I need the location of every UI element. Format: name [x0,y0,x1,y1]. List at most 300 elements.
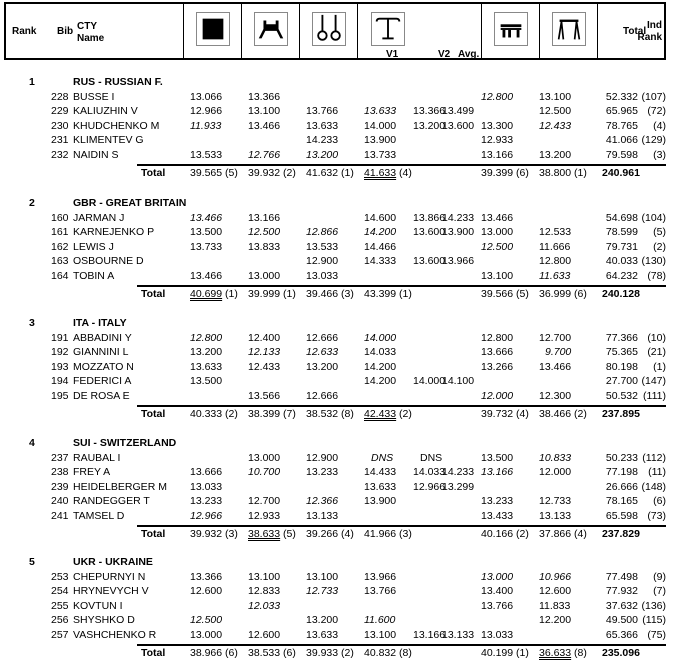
rank-column-header: Rank [12,26,37,37]
score-ph: 13.366 [248,90,281,103]
team-rank: 5 [29,556,35,568]
athlete-row [0,148,680,162]
team-score-vt: 43.399 [364,287,397,300]
score-avg: 13.966 [442,255,475,268]
score-ph: 13.166 [248,211,281,224]
team-score-hb: 36.999 [539,287,572,300]
athlete-row [0,389,680,403]
floor-column-header [183,4,241,58]
athlete-row [0,509,680,523]
athlete-name: JARMAN J [73,211,125,224]
athlete-bib: 257 [51,629,69,641]
score-fx: 13.000 [190,629,223,641]
score-vt: 14.600 [364,211,397,224]
total-label: Total [141,646,166,659]
athlete-total: 65.366 [605,629,638,641]
team-rank-vt: (4) [399,166,412,179]
score-hb: 9.700 [545,346,572,359]
athlete-total: 77.366 [605,331,638,344]
score-v2: 12.966 [413,480,446,493]
athlete-ind-rank: (111) [643,390,666,402]
athlete-ind-rank: (21) [647,346,666,359]
athlete-total: 40.033 [605,255,638,268]
athlete-name: TAMSEL D [73,510,125,522]
score-avg: 13.900 [442,226,475,239]
team-score-fx: 40.699 [190,287,223,300]
score-fx: 13.366 [190,570,223,583]
score-vt: 14.433 [364,466,397,479]
score-avg: 14.233 [442,211,475,224]
score-pb: 12.500 [481,240,514,253]
athlete-ind-rank: (107) [641,90,666,103]
score-ph: 12.133 [248,346,281,359]
score-fx: 13.500 [190,226,223,239]
score-ph: 13.833 [248,240,281,253]
team-score-vt: 42.433 [364,407,397,420]
team-rank-fx: (1) [225,287,238,300]
score-sr: 13.200 [306,614,339,627]
total-label: Total [141,166,166,179]
score-fx: 11.933 [190,119,222,132]
team-grand-total: 240.128 [602,287,640,300]
athlete-row [0,211,680,225]
score-vt: 14.200 [364,375,397,388]
score-pb: 13.000 [481,570,514,583]
score-fx: 13.633 [190,360,223,373]
total-label: Total [141,407,166,420]
score-pb: 13.166 [481,466,514,479]
score-v2: 13.866 [413,211,446,224]
score-sr: 13.133 [306,510,339,522]
athlete-total: 80.198 [605,360,638,373]
score-pb: 13.766 [481,599,514,612]
score-sr: 12.633 [306,346,339,359]
total-column-header [597,4,664,58]
athlete-name: RANDEGGER T [73,495,150,508]
floor-exercise-icon [196,12,230,46]
score-pb: 13.666 [481,346,514,359]
score-ph: 13.100 [248,570,281,583]
score-vt: 13.900 [364,495,397,508]
horizontal-bar-icon [552,12,586,46]
total-label: Total [141,527,166,540]
score-vt: DNS [371,451,394,464]
team-header-row [0,555,680,569]
score-vt: 14.200 [364,360,397,373]
team-rank-vt: (2) [399,407,412,420]
team-score-ph: 39.932 [248,166,281,179]
vault-avg-label: Avg. [458,49,480,60]
team-rank-pb: (1) [516,646,529,659]
team-rank-fx: (5) [225,166,238,179]
athlete-total: 27.700 [605,375,638,388]
score-pb: 13.166 [481,149,514,161]
score-vt: 13.900 [364,134,397,147]
team-header-row [0,316,680,330]
score-fx: 12.966 [190,510,223,522]
athlete-bib: 192 [51,346,69,359]
athlete-bib: 241 [51,510,69,522]
team-score-sr: 39.266 [306,527,339,540]
team-rank-ph: (7) [283,407,296,420]
athlete-ind-rank: (136) [641,599,666,612]
athlete-ind-rank: (7) [653,585,666,598]
cty-column-header: CTY [77,21,97,32]
team-score-vt: 41.633 [364,166,397,179]
team-rank: 3 [29,317,35,329]
athlete-ind-rank: (130) [641,255,666,268]
score-pb: 13.466 [481,211,514,224]
team-header-row [0,196,680,210]
team-rank-sr: (1) [341,166,354,179]
athlete-bib: 239 [51,480,69,493]
team-name: RUS - RUSSIAN F. [73,76,163,88]
score-ph: 12.700 [248,495,281,508]
athlete-total: 49.500 [605,614,638,627]
score-vt: 14.000 [364,119,397,132]
score-hb: 11.666 [539,240,571,253]
athlete-bib: 256 [51,614,69,627]
score-sr: 12.366 [306,495,339,508]
score-vt: 14.000 [364,331,397,344]
athlete-name: LEWIS J [73,240,114,253]
score-vt: 13.633 [364,105,397,118]
score-hb: 10.833 [539,451,572,464]
athlete-name: FREY A [73,466,111,479]
athlete-total: 50.233 [605,451,638,464]
team-score-pb: 39.732 [481,407,514,420]
score-hb: 12.700 [539,331,572,344]
total-label: Total [141,287,166,300]
athlete-ind-rank: (104) [641,211,666,224]
team-rank-vt: (3) [399,527,412,540]
score-ph: 12.933 [248,510,281,522]
vault-v2-label: V2 [438,49,451,60]
ind-rank-header-label: Rank [637,32,662,43]
score-hb: 12.533 [539,226,572,239]
score-sr: 14.233 [306,134,339,147]
team-rank: 4 [29,437,35,449]
athlete-name: CHEPURNYI N [73,570,146,583]
score-vt: 13.733 [364,149,397,161]
team-score-pb: 39.399 [481,166,514,179]
score-v2: 13.200 [413,119,446,132]
score-pb: 12.933 [481,134,514,147]
team-rank-hb: (8) [574,646,587,659]
team-name: SUI - SWITZERLAND [73,437,177,449]
team-rank: 1 [29,76,35,88]
athlete-total: 41.066 [605,134,638,147]
athlete-name: DE ROSA E [73,390,130,402]
athlete-name: KARNEJENKO P [73,226,155,239]
team-score-hb: 36.633 [539,646,572,659]
athlete-ind-rank: (73) [647,510,666,522]
score-fx: 13.466 [190,270,223,282]
team-score-hb: 38.466 [539,407,572,420]
team-rank-sr: (4) [341,527,354,540]
score-ph: 13.000 [248,270,281,282]
athlete-row [0,570,680,584]
team-total-row [0,527,680,541]
rings-icon [312,12,346,46]
athlete-bib: 191 [51,331,69,344]
score-hb: 12.600 [539,585,572,598]
pommel-horse-icon [254,12,288,46]
team-score-ph: 38.633 [248,527,281,540]
athlete-name: VASHCHENKO R [73,629,157,641]
team-rank-ph: (1) [283,287,296,300]
score-fx: 13.533 [190,149,223,161]
score-hb: 12.000 [539,466,572,479]
score-vt: 11.600 [364,614,396,627]
team-rank-sr: (2) [341,646,354,659]
team-rank: 2 [29,197,35,209]
score-ph: 12.500 [248,226,281,239]
athlete-total: 78.599 [605,226,638,239]
athlete-total: 52.332 [605,90,638,103]
team-header-row [0,75,680,89]
score-ph: 13.566 [248,390,281,402]
score-ph: 12.833 [248,585,281,598]
athlete-total: 77.198 [605,466,638,479]
score-hb: 13.200 [539,149,572,161]
athlete-ind-rank: (11) [648,466,666,479]
athlete-row [0,240,680,254]
athlete-row [0,104,680,118]
score-vt: 14.466 [364,240,397,253]
athlete-ind-rank: (75) [647,629,666,641]
score-ph: 12.033 [248,599,281,612]
score-ph: 13.100 [248,105,281,118]
athlete-bib: 254 [51,585,69,598]
horizontal-bar-column-header [539,4,597,58]
score-v2: 13.166 [413,629,446,641]
athlete-row [0,584,680,598]
team-rank-fx: (6) [225,646,238,659]
score-fx: 13.233 [190,495,223,508]
team-rank-fx: (3) [225,527,238,540]
score-hb: 12.800 [539,255,572,268]
athlete-row [0,480,680,494]
vault-column-header [357,4,481,58]
athlete-name: HRYNEVYCH V [73,585,149,598]
parallel-bars-column-header [481,4,539,58]
athlete-row [0,613,680,627]
score-avg: 13.133 [442,629,475,641]
athlete-bib: 163 [51,255,69,268]
athlete-name: MOZZATO N [73,360,134,373]
athlete-bib: 164 [51,270,69,282]
parallel-bars-icon [494,12,528,46]
athlete-row [0,628,680,642]
athlete-bib: 240 [51,495,69,508]
athlete-name: NAIDIN S [73,149,119,161]
athlete-ind-rank: (9) [653,570,666,583]
athlete-row [0,465,680,479]
score-sr: 13.533 [306,240,339,253]
score-hb: 12.200 [539,614,572,627]
score-vt: 14.333 [364,255,397,268]
score-vt: 14.033 [364,346,397,359]
team-name: GBR - GREAT BRITAIN [73,197,187,209]
score-fx: 13.033 [190,480,223,493]
athlete-total: 64.232 [605,270,638,282]
team-score-pb: 39.566 [481,287,514,300]
team-header-row [0,436,680,450]
score-fx: 13.500 [190,375,223,388]
team-score-sr: 39.466 [306,287,339,300]
score-pb: 12.000 [481,390,514,402]
score-ph: 12.600 [248,629,281,641]
score-ph: 12.433 [248,360,281,373]
team-score-ph: 38.399 [248,407,281,420]
pommel-horse-column-header [241,4,299,58]
athlete-row [0,374,680,388]
score-fx: 13.466 [190,211,223,224]
athlete-bib: 255 [51,599,69,612]
score-pb: 12.800 [481,331,514,344]
athlete-ind-rank: (147) [641,375,666,388]
team-grand-total: 237.829 [602,527,640,540]
score-pb: 13.000 [481,226,514,239]
score-sr: 13.100 [306,570,339,583]
athlete-bib: 230 [51,119,69,132]
athlete-ind-rank: (72) [647,105,666,118]
athlete-name: KOVTUN I [73,599,123,612]
athlete-bib: 238 [51,466,69,479]
athlete-bib: 232 [51,149,69,161]
athlete-total: 75.365 [605,346,638,359]
score-v2: 13.366 [413,105,446,118]
score-sr: 13.200 [306,360,339,373]
score-sr: 13.633 [306,629,339,641]
athlete-ind-rank: (4) [653,119,666,132]
team-rank-hb: (6) [574,287,587,300]
score-sr: 12.866 [306,226,339,239]
team-rank-vt: (8) [399,646,412,659]
team-rank-fx: (2) [225,407,238,420]
score-avg: 13.299 [442,480,475,493]
athlete-ind-rank: (2) [653,240,666,253]
score-v2: 14.000 [413,375,446,388]
score-hb: 12.500 [539,105,572,118]
score-hb: 12.433 [539,119,572,132]
score-fx: 12.966 [190,105,223,118]
score-hb: 13.133 [539,510,572,522]
athlete-row [0,345,680,359]
score-pb: 13.500 [481,451,514,464]
team-score-sr: 38.532 [306,407,339,420]
name-column-header: Name [77,33,105,44]
score-pb: 12.800 [481,90,514,103]
athlete-name: KALIUZHIN V [73,105,138,118]
score-pb: 13.300 [481,119,514,132]
team-score-hb: 38.800 [539,166,572,179]
bib-column-header: Bib [57,26,74,37]
score-avg: 13.499 [442,105,475,118]
athlete-bib: 195 [51,390,69,402]
score-hb: 12.300 [539,390,572,402]
team-score-fx: 38.966 [190,646,223,659]
score-sr: 12.666 [306,390,339,402]
athlete-name: TOBIN A [73,270,115,282]
score-vt: 14.200 [364,226,397,239]
athlete-name: OSBOURNE D [73,255,144,268]
team-rank-vt: (1) [399,287,412,300]
athlete-name: KLIMENTEV G [73,134,144,147]
team-rank-ph: (6) [283,646,296,659]
score-fx: 12.600 [190,585,223,598]
athlete-row [0,90,680,104]
score-v2: 14.033 [413,466,446,479]
vault-v1-label: V1 [386,49,399,60]
athlete-ind-rank: (6) [653,495,666,508]
athlete-bib: 228 [51,90,69,103]
athlete-row [0,331,680,345]
athlete-ind-rank: (148) [641,480,666,493]
score-hb: 11.833 [539,599,571,612]
team-score-vt: 41.966 [364,527,397,540]
score-fx: 13.066 [190,90,223,103]
athlete-row [0,599,680,613]
team-score-vt: 40.832 [364,646,397,659]
athlete-bib: 161 [51,226,69,239]
team-rank-sr: (3) [341,287,354,300]
vault-icon [371,12,405,46]
score-sr: 12.666 [306,331,339,344]
score-v2: DNS [420,451,443,464]
score-hb: 13.100 [539,90,572,103]
athlete-row [0,494,680,508]
athlete-bib: 231 [51,134,69,147]
score-ph: 12.766 [248,149,281,161]
athlete-name: SHYSHKO D [73,614,135,627]
results-table-header [4,2,666,60]
team-rank-pb: (5) [516,287,529,300]
score-vt: 13.633 [364,480,397,493]
team-score-ph: 38.533 [248,646,281,659]
athlete-bib: 162 [51,240,69,253]
score-v2: 13.600 [413,226,446,239]
score-vt: 13.966 [364,570,397,583]
athlete-ind-rank: (78) [647,270,666,282]
athlete-row [0,225,680,239]
team-score-sr: 41.632 [306,166,339,179]
athlete-row [0,451,680,465]
score-hb: 11.633 [539,270,571,282]
score-fx: 13.733 [190,240,223,253]
athlete-ind-rank: (10) [647,331,666,344]
score-fx: 12.500 [190,614,223,627]
score-pb: 13.100 [481,270,514,282]
score-vt: 13.766 [364,585,397,598]
score-sr: 12.900 [306,451,339,464]
team-rank-pb: (2) [516,527,529,540]
score-hb: 10.966 [539,570,572,583]
athlete-name: GIANNINI L [73,346,129,359]
athlete-row [0,254,680,268]
athlete-bib: 194 [51,375,69,388]
score-ph: 13.000 [248,451,281,464]
athlete-bib: 193 [51,360,69,373]
athlete-ind-rank: (3) [653,149,666,161]
athlete-total: 54.698 [605,211,638,224]
team-name: ITA - ITALY [73,317,127,329]
athlete-total: 65.598 [605,510,638,522]
score-ph: 10.700 [248,466,281,479]
athlete-name: KHUDCHENKO M [73,119,160,132]
athlete-name: HEIDELBERGER M [73,480,167,493]
